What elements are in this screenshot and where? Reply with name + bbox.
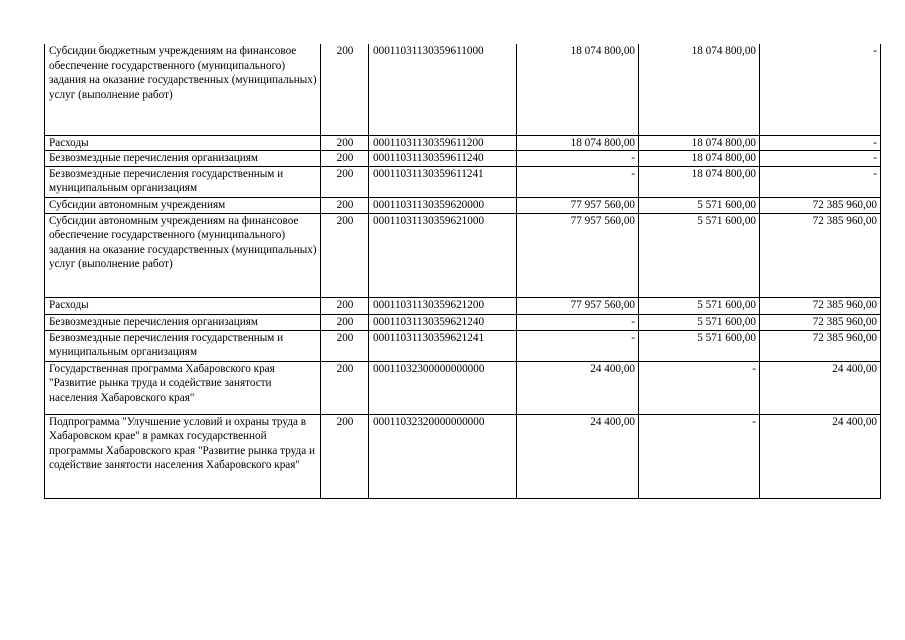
expense-name-cell: Субсидии бюджетным учреждениям на финансовое обеспечение государственного (муниципального) задания на оказание государственных (муниципальных) услуг (выполнение работ) <box>45 44 321 135</box>
executed-amount-cell: - <box>639 361 760 414</box>
executed-amount-cell: - <box>639 414 760 498</box>
approved-amount-cell: 77 957 560,00 <box>517 297 639 314</box>
table-row <box>45 166 881 197</box>
expense-name-cell: Безвозмездные перечисления организациям <box>45 151 321 167</box>
expense-name-cell: Расходы <box>45 297 321 314</box>
unexecuted-amount-cell: 72 385 960,00 <box>760 213 881 297</box>
line-code-cell: 200 <box>321 330 369 361</box>
table-row <box>45 314 881 330</box>
expense-name-cell: Безвозмездные перечисления государственным и муниципальным организациям <box>45 330 321 361</box>
executed-amount-cell: 5 571 600,00 <box>639 314 760 330</box>
approved-amount-cell: - <box>517 314 639 330</box>
approved-amount-cell: - <box>517 330 639 361</box>
table-row <box>45 414 881 498</box>
line-code-cell: 200 <box>321 197 369 213</box>
table-row <box>45 151 881 167</box>
executed-amount-cell: 5 571 600,00 <box>639 213 760 297</box>
table-row <box>45 44 881 135</box>
executed-amount-cell: 18 074 800,00 <box>639 135 760 151</box>
executed-amount-cell: 18 074 800,00 <box>639 44 760 135</box>
expense-name-cell: Субсидии автономным учреждениям <box>45 197 321 213</box>
line-code-cell: 200 <box>321 135 369 151</box>
unexecuted-amount-cell: 24 400,00 <box>760 361 881 414</box>
unexecuted-amount-cell: 72 385 960,00 <box>760 197 881 213</box>
line-code-cell: 200 <box>321 314 369 330</box>
line-code-cell: 200 <box>321 414 369 498</box>
executed-amount-cell: 5 571 600,00 <box>639 197 760 213</box>
budget-classification-code-cell: 00011032300000000000 <box>369 361 517 414</box>
executed-amount-cell: 5 571 600,00 <box>639 297 760 314</box>
unexecuted-amount-cell: - <box>760 151 881 167</box>
unexecuted-amount-cell: 24 400,00 <box>760 414 881 498</box>
line-code-cell: 200 <box>321 361 369 414</box>
unexecuted-amount-cell: 72 385 960,00 <box>760 330 881 361</box>
line-code-cell: 200 <box>321 151 369 167</box>
budget-classification-code-cell: 00011031130359611200 <box>369 135 517 151</box>
approved-amount-cell: 77 957 560,00 <box>517 197 639 213</box>
approved-amount-cell: 77 957 560,00 <box>517 213 639 297</box>
executed-amount-cell: 5 571 600,00 <box>639 330 760 361</box>
unexecuted-amount-cell: - <box>760 135 881 151</box>
approved-amount-cell: - <box>517 151 639 167</box>
executed-amount-cell: 18 074 800,00 <box>639 166 760 197</box>
expense-name-cell: Безвозмездные перечисления государственным и муниципальным организациям <box>45 166 321 197</box>
executed-amount-cell: 18 074 800,00 <box>639 151 760 167</box>
table-row <box>45 297 881 314</box>
expense-name-cell: Безвозмездные перечисления организациям <box>45 314 321 330</box>
budget-classification-code-cell: 00011031130359621000 <box>369 213 517 297</box>
approved-amount-cell: 18 074 800,00 <box>517 44 639 135</box>
line-code-cell: 200 <box>321 44 369 135</box>
table-row <box>45 330 881 361</box>
expense-name-cell: Субсидии автономным учреждениям на финансовое обеспечение государственного (муниципального) задания на оказание государственных (муниципальных) услуг (выполнение работ) <box>45 213 321 297</box>
budget-classification-code-cell: 00011032320000000000 <box>369 414 517 498</box>
budget-classification-code-cell: 00011031130359620000 <box>369 197 517 213</box>
line-code-cell: 200 <box>321 213 369 297</box>
line-code-cell: 200 <box>321 166 369 197</box>
budget-classification-code-cell: 00011031130359611241 <box>369 166 517 197</box>
table-row <box>45 213 881 297</box>
approved-amount-cell: - <box>517 166 639 197</box>
unexecuted-amount-cell: 72 385 960,00 <box>760 314 881 330</box>
budget-report-page <box>44 44 880 499</box>
unexecuted-amount-cell: 72 385 960,00 <box>760 297 881 314</box>
unexecuted-amount-cell: - <box>760 166 881 197</box>
expense-name-cell: Государственная программа Хабаровского края "Развитие рынка труда и содействие занятости населения Хабаровского края" <box>45 361 321 414</box>
budget-classification-code-cell: 00011031130359621240 <box>369 314 517 330</box>
table-row <box>45 361 881 414</box>
approved-amount-cell: 18 074 800,00 <box>517 135 639 151</box>
table-row <box>45 135 881 151</box>
approved-amount-cell: 24 400,00 <box>517 361 639 414</box>
expense-name-cell: Подпрограмма "Улучшение условий и охраны труда в Хабаровском крае" в рамках государственной программы Хабаровского края "Развитие рынка труда и содействие занятости населения Хабаровского края" <box>45 414 321 498</box>
budget-classification-code-cell: 00011031130359621200 <box>369 297 517 314</box>
budget-expenditure-table <box>44 44 881 499</box>
budget-classification-code-cell: 00011031130359611240 <box>369 151 517 167</box>
expense-name-cell: Расходы <box>45 135 321 151</box>
budget-classification-code-cell: 00011031130359611000 <box>369 44 517 135</box>
table-row <box>45 197 881 213</box>
unexecuted-amount-cell: - <box>760 44 881 135</box>
approved-amount-cell: 24 400,00 <box>517 414 639 498</box>
line-code-cell: 200 <box>321 297 369 314</box>
budget-classification-code-cell: 00011031130359621241 <box>369 330 517 361</box>
